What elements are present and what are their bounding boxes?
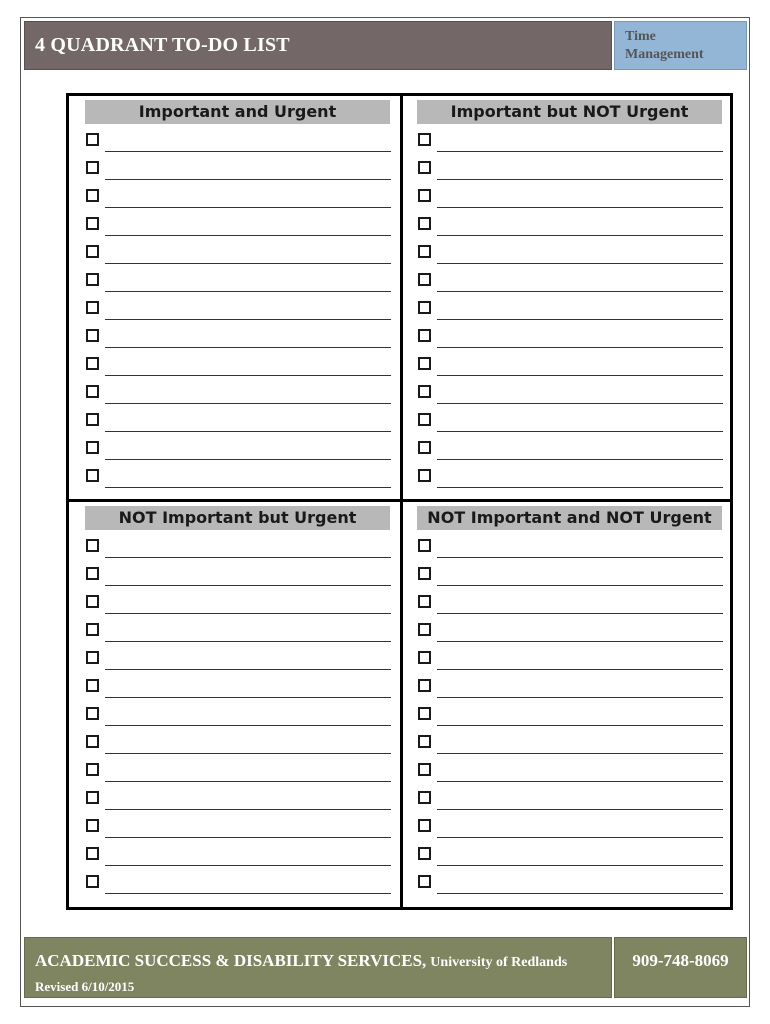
task-entry-line[interactable]: [437, 613, 723, 614]
checkbox-icon[interactable]: [86, 161, 99, 174]
task-entry-line[interactable]: [105, 263, 391, 264]
checkbox-icon[interactable]: [418, 385, 431, 398]
checkbox-icon[interactable]: [418, 161, 431, 174]
task-entry-line[interactable]: [437, 431, 723, 432]
task-entry-line[interactable]: [437, 865, 723, 866]
checkbox-icon[interactable]: [86, 623, 99, 636]
footer-organization: ACADEMIC SUCCESS & DISABILITY SERVICES,: [35, 951, 427, 970]
task-row: [417, 705, 727, 733]
task-row: [417, 383, 727, 411]
task-row: [85, 677, 395, 705]
task-row: [85, 789, 395, 817]
checkbox-icon[interactable]: [86, 875, 99, 888]
task-entry-line[interactable]: [105, 893, 391, 894]
quadrant-title: Important but NOT Urgent: [417, 100, 722, 124]
checkbox-icon[interactable]: [418, 651, 431, 664]
task-row: [417, 467, 727, 495]
task-entry-line[interactable]: [105, 319, 391, 320]
task-row: [85, 299, 395, 327]
task-entry-line[interactable]: [105, 179, 391, 180]
grid-horizontal-divider: [66, 499, 733, 502]
task-entry-line[interactable]: [437, 753, 723, 754]
task-row: [417, 131, 727, 159]
task-entry-line[interactable]: [437, 179, 723, 180]
task-entry-line[interactable]: [437, 557, 723, 558]
checkbox-icon[interactable]: [86, 595, 99, 608]
checkbox-icon[interactable]: [86, 539, 99, 552]
task-row: [417, 733, 727, 761]
task-entry-line[interactable]: [105, 557, 391, 558]
task-entry-line[interactable]: [437, 375, 723, 376]
checkbox-icon[interactable]: [86, 763, 99, 776]
checkbox-icon[interactable]: [418, 357, 431, 370]
task-entry-line[interactable]: [105, 613, 391, 614]
task-entry-line[interactable]: [105, 291, 391, 292]
checkbox-icon[interactable]: [418, 273, 431, 286]
task-entry-line[interactable]: [105, 459, 391, 460]
page-title: 4 QUADRANT TO-DO LIST: [35, 34, 290, 56]
checkbox-icon[interactable]: [86, 189, 99, 202]
task-entry-line[interactable]: [105, 837, 391, 838]
task-entry-line[interactable]: [437, 809, 723, 810]
task-entry-line[interactable]: [105, 235, 391, 236]
task-row: [85, 243, 395, 271]
task-row: [417, 327, 727, 355]
task-entry-line[interactable]: [105, 753, 391, 754]
task-row: [85, 761, 395, 789]
task-row: [85, 355, 395, 383]
task-row: [417, 761, 727, 789]
category-tag-line-2: Management: [625, 47, 704, 62]
task-row: [417, 621, 727, 649]
task-row: [85, 705, 395, 733]
checkbox-icon[interactable]: [418, 189, 431, 202]
task-row: [417, 355, 727, 383]
task-row: [417, 817, 727, 845]
footer-revised-date: Revised 6/10/2015: [35, 979, 135, 994]
header-title-bar: [24, 21, 612, 70]
checkbox-icon[interactable]: [418, 539, 431, 552]
checkbox-icon[interactable]: [86, 441, 99, 454]
task-row: [85, 383, 395, 411]
task-row: [85, 593, 395, 621]
checkbox-icon[interactable]: [86, 329, 99, 342]
task-row: [85, 411, 395, 439]
checkbox-icon[interactable]: [418, 567, 431, 580]
task-row: [417, 873, 727, 901]
task-row: [417, 789, 727, 817]
checkbox-icon[interactable]: [418, 763, 431, 776]
checkbox-icon[interactable]: [418, 245, 431, 258]
task-entry-line[interactable]: [105, 207, 391, 208]
task-row: [85, 817, 395, 845]
checkbox-icon[interactable]: [418, 301, 431, 314]
checkbox-icon[interactable]: [86, 301, 99, 314]
task-row: [417, 537, 727, 565]
task-entry-line[interactable]: [437, 291, 723, 292]
checkbox-icon[interactable]: [418, 595, 431, 608]
checkbox-icon[interactable]: [86, 679, 99, 692]
category-tag-line-1: Time: [625, 29, 656, 44]
checkbox-icon[interactable]: [418, 469, 431, 482]
checkbox-icon[interactable]: [86, 651, 99, 664]
task-row: [85, 159, 395, 187]
task-entry-line[interactable]: [437, 347, 723, 348]
task-entry-line[interactable]: [105, 809, 391, 810]
task-row: [85, 845, 395, 873]
checkbox-icon[interactable]: [418, 707, 431, 720]
footer-org-line: [35, 951, 567, 971]
task-entry-line[interactable]: [105, 725, 391, 726]
quadrant-title: NOT Important but Urgent: [85, 506, 390, 530]
task-entry-line[interactable]: [437, 641, 723, 642]
task-entry-line[interactable]: [437, 459, 723, 460]
task-row: [85, 439, 395, 467]
task-row: [85, 187, 395, 215]
task-row: [417, 271, 727, 299]
task-entry-line[interactable]: [437, 235, 723, 236]
checkbox-icon[interactable]: [86, 735, 99, 748]
checkbox-icon[interactable]: [86, 217, 99, 230]
task-row: [417, 649, 727, 677]
task-entry-line[interactable]: [105, 347, 391, 348]
task-entry-line[interactable]: [105, 641, 391, 642]
task-list: [85, 537, 395, 901]
checkbox-icon[interactable]: [86, 413, 99, 426]
checkbox-icon[interactable]: [418, 791, 431, 804]
footer-phone: 909-748-8069: [614, 937, 747, 998]
checkbox-icon[interactable]: [418, 133, 431, 146]
checkbox-icon[interactable]: [418, 441, 431, 454]
task-row: [417, 565, 727, 593]
task-row: [85, 873, 395, 901]
task-row: [417, 215, 727, 243]
task-entry-line[interactable]: [437, 893, 723, 894]
task-list: [417, 131, 727, 495]
footer-university: University of Redlands: [430, 955, 568, 970]
checkbox-icon[interactable]: [418, 623, 431, 636]
checkbox-icon[interactable]: [86, 385, 99, 398]
checkbox-icon[interactable]: [418, 847, 431, 860]
task-entry-line[interactable]: [437, 669, 723, 670]
task-list: [85, 131, 395, 495]
task-entry-line[interactable]: [105, 781, 391, 782]
task-row: [85, 467, 395, 495]
task-row: [85, 733, 395, 761]
task-entry-line[interactable]: [105, 585, 391, 586]
task-entry-line[interactable]: [105, 431, 391, 432]
task-row: [417, 243, 727, 271]
task-list: [417, 537, 727, 901]
task-entry-line[interactable]: [437, 263, 723, 264]
checkbox-icon[interactable]: [86, 357, 99, 370]
task-entry-line[interactable]: [105, 375, 391, 376]
checkbox-icon[interactable]: [86, 245, 99, 258]
checkbox-icon[interactable]: [86, 567, 99, 580]
task-row: [417, 677, 727, 705]
checkbox-icon[interactable]: [418, 735, 431, 748]
task-row: [417, 159, 727, 187]
quadrant-title: NOT Important and NOT Urgent: [417, 506, 722, 530]
task-entry-line[interactable]: [437, 487, 723, 488]
checkbox-icon[interactable]: [86, 847, 99, 860]
checkbox-icon[interactable]: [86, 707, 99, 720]
task-entry-line[interactable]: [437, 151, 723, 152]
task-row: [85, 621, 395, 649]
task-row: [85, 649, 395, 677]
checkbox-icon[interactable]: [418, 217, 431, 230]
task-entry-line[interactable]: [105, 669, 391, 670]
checkbox-icon[interactable]: [86, 133, 99, 146]
footer-bar: [24, 937, 612, 998]
task-row: [85, 131, 395, 159]
checkbox-icon[interactable]: [86, 819, 99, 832]
checkbox-icon[interactable]: [418, 819, 431, 832]
task-entry-line[interactable]: [105, 487, 391, 488]
task-entry-line[interactable]: [105, 403, 391, 404]
task-entry-line[interactable]: [437, 697, 723, 698]
checkbox-icon[interactable]: [86, 791, 99, 804]
task-row: [417, 439, 727, 467]
task-row: [85, 537, 395, 565]
checkbox-icon[interactable]: [418, 413, 431, 426]
task-row: [85, 327, 395, 355]
header-category-tag: [614, 21, 747, 70]
task-row: [85, 271, 395, 299]
task-row: [417, 299, 727, 327]
task-row: [85, 565, 395, 593]
task-row: [417, 187, 727, 215]
task-row: [417, 845, 727, 873]
checkbox-icon[interactable]: [418, 875, 431, 888]
task-entry-line[interactable]: [437, 319, 723, 320]
checkbox-icon[interactable]: [86, 469, 99, 482]
task-entry-line[interactable]: [437, 585, 723, 586]
checkbox-icon[interactable]: [418, 679, 431, 692]
task-entry-line[interactable]: [437, 207, 723, 208]
task-entry-line[interactable]: [105, 151, 391, 152]
task-entry-line[interactable]: [437, 403, 723, 404]
task-entry-line[interactable]: [437, 725, 723, 726]
task-entry-line[interactable]: [105, 697, 391, 698]
task-row: [417, 593, 727, 621]
task-row: [85, 215, 395, 243]
task-entry-line[interactable]: [437, 837, 723, 838]
quadrant-title: Important and Urgent: [85, 100, 390, 124]
task-entry-line[interactable]: [437, 781, 723, 782]
task-row: [417, 411, 727, 439]
task-entry-line[interactable]: [105, 865, 391, 866]
checkbox-icon[interactable]: [418, 329, 431, 342]
checkbox-icon[interactable]: [86, 273, 99, 286]
